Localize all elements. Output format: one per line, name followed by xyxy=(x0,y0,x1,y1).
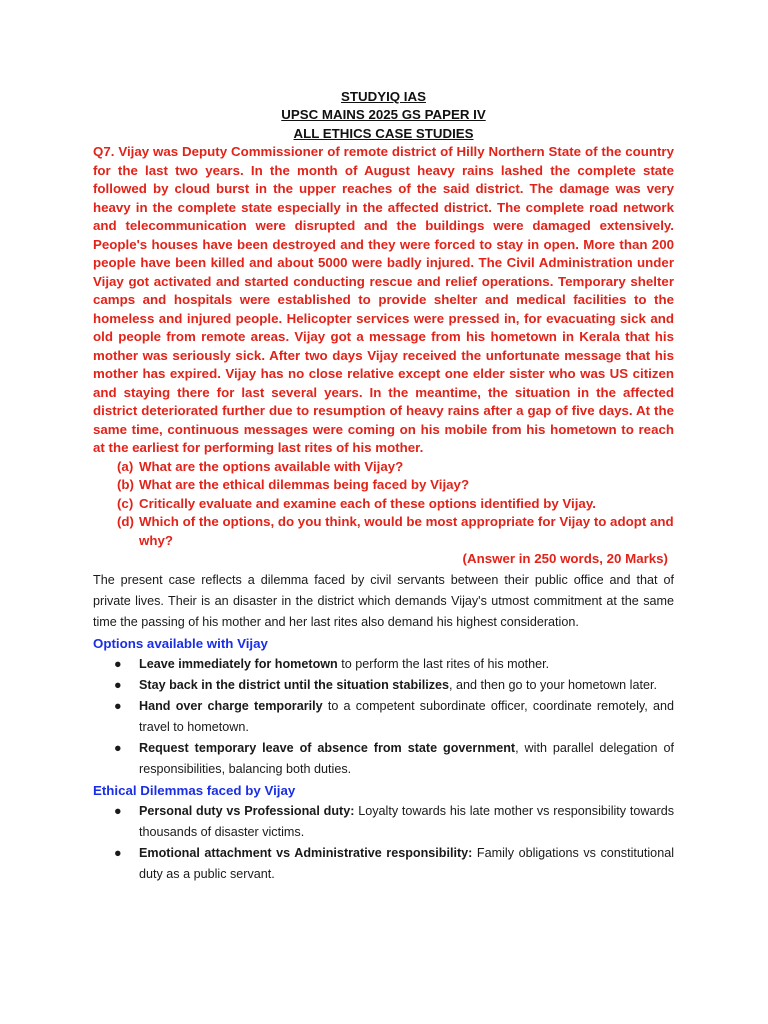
subpart-label: (d) xyxy=(117,514,134,530)
option-title: Request temporary leave of absence from state government xyxy=(139,740,516,755)
subpart-text: Which of the options, do you think, would be most appropriate for Vijay to adopt and why? xyxy=(139,514,674,548)
bullet-icon: ● xyxy=(114,740,122,755)
subpart-label: (b) xyxy=(117,477,134,493)
dilemmas-heading: Ethical Dilemmas faced by Vijay xyxy=(93,782,296,798)
option-detail: , and then go to your hometown later. xyxy=(449,677,657,692)
dilemma-title: Personal duty vs Professional duty: xyxy=(139,803,355,818)
header-paper: UPSC MAINS 2025 GS PAPER IV xyxy=(281,107,486,123)
dilemma-detail: Loyalty towards his late mother vs responsibility towards thousands of disaster victims. xyxy=(139,803,674,839)
question-subpart xyxy=(117,513,674,550)
marks-note: (Answer in 250 words, 20 Marks) xyxy=(462,551,668,567)
option-item xyxy=(114,675,674,696)
bullet-icon: ● xyxy=(114,677,122,692)
dilemma-item xyxy=(114,801,674,843)
subpart-text: Critically evaluate and examine each of these options identified by Vijay. xyxy=(139,495,596,511)
bullet-icon: ● xyxy=(114,803,122,818)
subpart-label: (c) xyxy=(117,495,134,511)
header-subtitle: ALL ETHICS CASE STUDIES xyxy=(293,125,474,141)
dilemma-item xyxy=(114,843,674,885)
bullet-icon: ● xyxy=(114,698,122,713)
header-institute: STUDYIQ IAS xyxy=(341,89,426,104)
dilemma-detail: Family obligations vs constitutional duty as a public servant. xyxy=(139,845,674,881)
option-item xyxy=(114,738,674,780)
option-item xyxy=(114,696,674,738)
option-detail: , with parallel delegation of responsibilities, balancing both duties. xyxy=(139,740,675,776)
document-content xyxy=(93,88,674,885)
subpart-label: (a) xyxy=(117,458,134,474)
intro-paragraph: The present case reflects a dilemma faced by civil servants between their public office and that of private lives. Their is an disaster in the district which demands Vijay's utmost commitment at the same time the passing of his mother and her last rites also demand his highest consideration. xyxy=(93,572,674,629)
dilemma-title: Emotional attachment vs Administrative responsibility: xyxy=(139,845,473,860)
option-title: Stay back in the district until the situation stabilizes xyxy=(139,677,450,692)
option-item xyxy=(114,654,674,675)
question-subpart xyxy=(117,476,674,495)
question-text: Q7. Vijay was Deputy Commissioner of remote district of Hilly Northern State of the country for the last two years. In the month of August heavy rains lashed the complete state followed by cloud burst in the upper reaches of the said district. The damage was very heavy in the complete state especially in the affected district. The complete road network and telecommunication were disrupted and the buildings were damaged extensively. People's houses have been destroyed and they were forced to stay in open. More than 200 people have been killed and about 5000 were badly injured. The Civil Administration under Vijay got activated and started conducting rescue and relief operations. Temporary shelter camps and hospitals were established to provide shelter and medical facilities to the homeless and injured people. Helicopter services were pressed in, for evacuating sick and old people from remote areas. Vijay got a message from his hometown in Kerala that his mother was seriously sick. After two days Vijay received the unfortunate message that his mother has expired. Vijay has no close relative except one elder sister who was US citizen and staying there for last several years. In the meantime, the situation in the affected district deteriorated further due to resumption of heavy rains after a gap of five days. At the same time, continuous messages were coming on his mobile from his hometown to reach at the earliest for performing last rites of his mother. xyxy=(93,144,674,456)
subpart-text: What are the options available with Vijay? xyxy=(139,458,404,474)
bullet-icon: ● xyxy=(114,845,122,860)
subpart-text: What are the ethical dilemmas being faced by Vijay? xyxy=(139,477,470,493)
option-title: Leave immediately for hometown xyxy=(139,656,338,671)
option-detail: to a competent subordinate officer, coordinate remotely, and travel to hometown. xyxy=(139,698,674,734)
bullet-icon: ● xyxy=(114,656,122,671)
options-heading: Options available with Vijay xyxy=(93,635,268,651)
question-subpart xyxy=(117,458,674,477)
option-title: Hand over charge temporarily xyxy=(139,698,323,713)
option-detail: to perform the last rites of his mother. xyxy=(337,656,550,671)
question-subpart xyxy=(117,495,674,514)
